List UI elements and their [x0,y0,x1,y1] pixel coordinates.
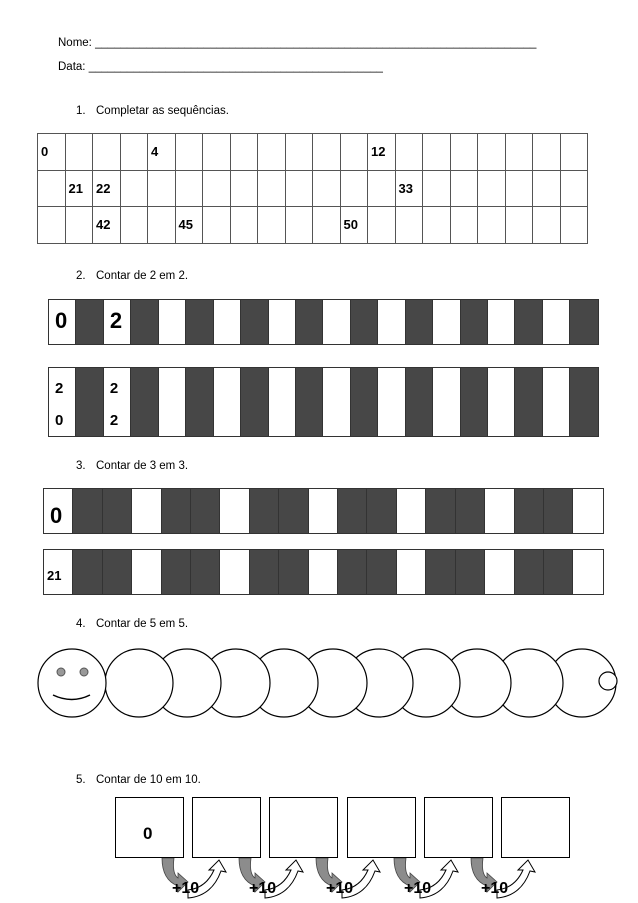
grid-cell[interactable] [560,207,588,244]
blank-cell[interactable] [269,368,296,436]
grid-cell[interactable] [258,134,286,171]
grid-cell[interactable]: 42 [93,207,121,244]
blank-cell[interactable] [488,300,515,344]
shaded-cell[interactable] [461,368,488,436]
blank-cell[interactable] [220,489,249,533]
grid-cell[interactable] [258,170,286,207]
blank-cell[interactable] [104,300,131,344]
blank-cell[interactable] [323,300,350,344]
shaded-cell[interactable] [131,300,158,344]
answer-box[interactable] [269,797,338,858]
grid-cell[interactable]: 45 [175,207,203,244]
grid-cell[interactable] [395,207,423,244]
name-blank: _____________________________________________________________________ [95,37,537,49]
shaded-cell[interactable] [103,550,132,594]
grid-cell[interactable] [148,170,176,207]
question-4 [76,618,188,630]
answer-box[interactable] [192,797,261,858]
cell-value: 2 [109,412,119,429]
step-label: +10 [481,880,509,897]
blank-cell[interactable] [214,300,241,344]
count-by-2-strip-1 [48,299,599,345]
cell-value: 0 [55,412,64,429]
grid-row [38,170,588,207]
shaded-cell[interactable] [103,489,132,533]
grid-cell[interactable] [368,207,396,244]
grid-cell[interactable]: 33 [395,170,423,207]
blank-cell[interactable] [214,368,241,436]
blank-cell[interactable] [104,368,131,436]
step-arrows [0,858,638,903]
grid-cell[interactable]: 50 [340,207,368,244]
grid-cell[interactable] [478,134,506,171]
count-by-2-strip-2 [48,367,599,437]
question-text: Contar de 5 em 5. [96,618,189,630]
grid-cell[interactable] [148,207,176,244]
grid-cell[interactable] [38,207,66,244]
shaded-cell[interactable] [351,368,378,436]
step-label: +10 [249,880,277,897]
question-5 [76,774,201,786]
grid-cell[interactable] [450,134,478,171]
cell-value: 2 [109,308,123,333]
step-label: +10 [172,880,200,897]
grid-cell[interactable] [258,207,286,244]
blank-cell[interactable] [269,300,296,344]
name-line [58,37,536,49]
shaded-cell[interactable] [131,368,158,436]
caterpillar-segment [105,649,173,717]
shaded-cell[interactable] [515,550,544,594]
question-number: 5. [76,774,86,786]
grid-cell[interactable] [450,207,478,244]
answer-box[interactable] [424,797,493,858]
blank-cell[interactable] [433,368,460,436]
grid-cell[interactable] [505,134,533,171]
grid-cell[interactable] [340,134,368,171]
shaded-cell[interactable] [338,489,367,533]
shaded-cell[interactable] [544,489,573,533]
blank-cell[interactable] [485,489,514,533]
grid-cell[interactable] [505,170,533,207]
date-label: Data: [58,61,89,73]
answer-box[interactable] [501,797,570,858]
caterpillar [0,640,638,730]
shaded-cell[interactable] [162,489,191,533]
shaded-cell[interactable] [279,489,308,533]
shaded-cell[interactable] [73,489,102,533]
shaded-cell[interactable] [515,489,544,533]
shaded-cell[interactable] [76,300,103,344]
grid-cell[interactable] [120,134,148,171]
grid-cell[interactable] [560,134,588,171]
blank-cell[interactable] [543,368,570,436]
grid-cell[interactable] [120,207,148,244]
blank-cell[interactable] [378,368,405,436]
blank-cell[interactable] [543,300,570,344]
blank-cell[interactable] [309,489,338,533]
blank-cell[interactable] [397,550,426,594]
shaded-cell[interactable] [250,550,279,594]
grid-cell[interactable] [203,170,231,207]
blank-cell[interactable] [159,368,186,436]
blank-cell[interactable] [132,489,161,533]
grid-cell[interactable] [423,134,451,171]
grid-cell[interactable] [478,207,506,244]
grid-cell[interactable] [65,134,93,171]
question-text: Contar de 2 em 2. [96,270,189,282]
grid-cell[interactable] [505,207,533,244]
grid-cell[interactable] [38,170,66,207]
answer-box[interactable] [347,797,416,858]
date-line [58,61,383,73]
grid-cell[interactable] [368,170,396,207]
shaded-cell[interactable] [296,368,323,436]
question-text: Contar de 10 em 10. [96,774,201,786]
grid-cell[interactable] [230,170,258,207]
grid-cell[interactable] [450,170,478,207]
grid-cell[interactable] [395,134,423,171]
box-value: 0 [143,824,153,843]
grid-row [38,207,588,244]
grid-cell[interactable] [533,170,561,207]
shaded-cell[interactable] [279,550,308,594]
cell-value: 0 [55,308,68,333]
grid-cell[interactable] [423,170,451,207]
grid-cell[interactable] [285,207,313,244]
grid-cell[interactable] [533,134,561,171]
shaded-cell[interactable] [76,368,103,436]
shaded-cell[interactable] [241,300,268,344]
blank-cell[interactable] [378,300,405,344]
grid-cell[interactable] [175,170,203,207]
blank-cell[interactable] [433,300,460,344]
grid-row [38,134,588,171]
grid-cell[interactable] [230,134,258,171]
blank-cell[interactable] [309,550,338,594]
grid-cell[interactable]: 22 [93,170,121,207]
grid-cell[interactable] [285,170,313,207]
grid-cell[interactable]: 0 [38,134,66,171]
grid-cell[interactable] [65,207,93,244]
shaded-cell[interactable] [162,550,191,594]
count-by-3-strip-2 [43,549,604,595]
shaded-cell[interactable] [406,300,433,344]
shaded-cell[interactable] [570,300,597,344]
answer-box[interactable] [115,797,184,858]
blank-cell[interactable] [485,550,514,594]
blank-cell[interactable] [49,300,76,344]
shaded-cell[interactable] [73,550,102,594]
shaded-cell[interactable] [426,489,455,533]
blank-cell[interactable] [49,368,76,436]
shaded-cell[interactable] [191,550,220,594]
grid-cell[interactable] [285,134,313,171]
shaded-cell[interactable] [456,550,485,594]
shaded-cell[interactable] [367,489,396,533]
step-label: +10 [404,880,432,897]
shaded-cell[interactable] [461,300,488,344]
shaded-cell[interactable] [406,368,433,436]
shaded-cell[interactable] [351,300,378,344]
grid-cell[interactable]: 21 [65,170,93,207]
question-3 [76,460,188,472]
shaded-cell[interactable] [456,489,485,533]
count-by-3-strip-1 [43,488,604,534]
shaded-cell[interactable] [570,368,597,436]
grid-cell[interactable] [203,207,231,244]
shaded-cell[interactable] [241,368,268,436]
shaded-cell[interactable] [186,300,213,344]
grid-cell[interactable] [560,170,588,207]
grid-cell[interactable] [93,134,121,171]
question-number: 2. [76,270,86,282]
shaded-cell[interactable] [367,550,396,594]
shaded-cell[interactable] [515,300,542,344]
shaded-cell[interactable] [426,550,455,594]
shaded-cell[interactable] [250,489,279,533]
question-number: 3. [76,460,86,472]
blank-cell[interactable] [132,550,161,594]
question-number: 1. [76,105,86,117]
cell-value: 2 [55,380,64,397]
grid-cell[interactable]: 12 [368,134,396,171]
shaded-cell[interactable] [544,550,573,594]
grid-cell[interactable] [313,134,341,171]
grid-cell[interactable] [423,207,451,244]
grid-cell[interactable] [120,170,148,207]
caterpillar-head [38,649,106,717]
blank-cell[interactable] [323,368,350,436]
name-label: Nome: [58,37,96,49]
blank-cell[interactable] [573,489,602,533]
grid-cell[interactable] [230,207,258,244]
blank-cell[interactable] [488,368,515,436]
step-label: +10 [326,880,354,897]
cell-value: 2 [109,380,119,397]
shaded-cell[interactable] [515,368,542,436]
date-blank: ______________________________________________ [88,61,383,73]
grid-cell[interactable] [175,134,203,171]
blank-cell[interactable] [397,489,426,533]
shaded-cell[interactable] [296,300,323,344]
question-1 [76,105,229,117]
grid-cell[interactable] [313,170,341,207]
grid-cell[interactable] [533,207,561,244]
grid-cell[interactable] [203,134,231,171]
shaded-cell[interactable] [338,550,367,594]
caterpillar-tail [599,672,617,690]
sequence-grid [37,133,588,244]
blank-cell[interactable] [220,550,249,594]
grid-cell[interactable]: 4 [148,134,176,171]
grid-cell[interactable] [340,170,368,207]
cell-value: 0 [50,503,63,528]
grid-cell[interactable] [478,170,506,207]
blank-cell[interactable] [573,550,602,594]
question-text: Completar as sequências. [96,105,229,117]
grid-cell[interactable] [313,207,341,244]
blank-cell[interactable] [44,489,73,533]
blank-cell[interactable] [44,550,73,594]
blank-cell[interactable] [159,300,186,344]
shaded-cell[interactable] [191,489,220,533]
shaded-cell[interactable] [186,368,213,436]
question-2 [76,270,188,282]
cell-value: 21 [47,568,62,583]
question-text: Contar de 3 em 3. [96,460,189,472]
question-number: 4. [76,618,86,630]
